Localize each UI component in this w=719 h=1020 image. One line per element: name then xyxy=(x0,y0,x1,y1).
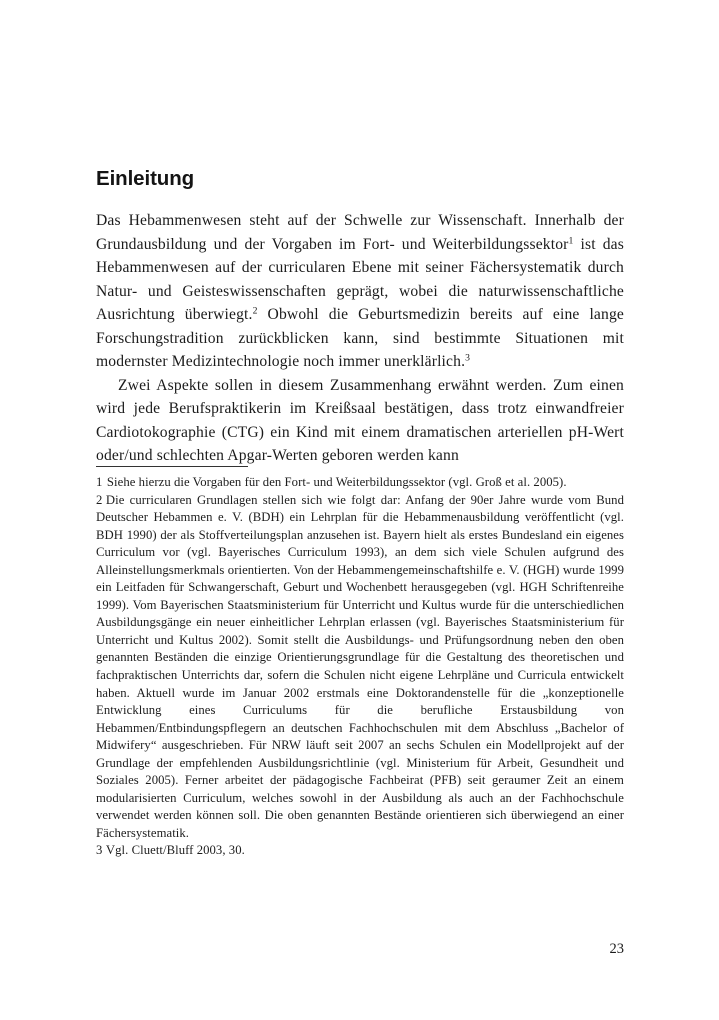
paragraph-1-segment-2: ist das Hebammenwesen auf der curricularen Ebene mit seiner Fächersystematik durch Natur- und Geisteswissenschaften geprägt, wobei die naturwissenschaftliche Ausrichtung überwiegt. xyxy=(96,235,624,324)
footnote-2-text: Die curricularen Grundlagen stellen sich wie folgt dar: Anfang der 90er Jahre wurde vom Bund Deutscher Hebammen e. V. (BDH) ein Lehrplan für die Hebammenausbildung veröffentlicht (vgl. BDH 1990) der als Stoffverteilungsplan anzusehen ist. Bayern hielt als erstes Bundesland ein eigenes Curriculum vor (vgl. Bayerisches Curriculum 1993), an dem sich viele Schulen aufgrund des Alleinstellungsmerkmals orientierten. Von der Hebammengemeinschaftshilfe e. V. (HGH) wurde 1999 ein Leitfaden für Schwangerschaft, Geburt und Wochenbett herausgegeben (vgl. HGH Schriftenreihe 1999). Vom Bayerischen Staatsministerium für Unterricht und Kultus wurde für die unterschiedlichen Ausbildungsgänge ein neuer einheitlicher Lehrplan erlassen (vgl. Bayerisches Staatsministerium für Unterricht und Kultus 2002). Somit stellt die Ausbildungs- und Prüfungsordnung neben den oben genannten Beständen die einzige Orientierungsgrundlage für die Gestaltung des theoretischen und fachpraktischen Unterrichts dar, sofern die Schulen nicht eigene Lehrpläne und Curricula entwickelt haben. Aktuell wurde im Januar 2002 erstmals eine Doktorandenstelle für die „konzeptionelle Entwicklung eines Curriculums für die berufliche Erstausbildung von Hebammen/Entbindungspflegern an deutschen Fachhochschulen mit dem Abschluss „Bachelor of Midwifery“ ausgeschrieben. Für NRW läuft seit 2007 an sechs Schulen ein Modellprojekt auf der Grundlage der empfehlenden Ausbildungsrichtlinie (vgl. Ministerium für Arbeit, Gesundheit und Soziales 2005). Ferner arbeitet der pädagogische Fachbeirat (PFB) seit geraumer Zeit an einem modularisierten Curriculum, welches sowohl in der Ausbildung als auch an der Fachhochschule verwendet werden können soll. Die oben genannten Bestände orientieren sich überwiegend an einer Fächersystematik. xyxy=(96,492,624,840)
footnote-1-text: Siehe hierzu die Vorgaben für den Fort- und Weiterbildungssektor (vgl. Groß et al. 2005). xyxy=(106,475,567,489)
footnote-1-number: 1 xyxy=(96,475,103,489)
footnote-area xyxy=(96,466,624,860)
footnote-1 xyxy=(96,474,624,492)
footnote-3 xyxy=(96,842,624,860)
footnote-marker-1[interactable]: 1 xyxy=(568,235,574,247)
body-paragraph-1 xyxy=(96,209,624,374)
footnote-2 xyxy=(96,492,624,843)
footnote-3-number: 3 xyxy=(96,843,103,858)
footnote-marker-2[interactable]: 2 xyxy=(252,305,258,317)
footnote-marker-3[interactable]: 3 xyxy=(465,352,471,364)
paragraph-1-segment-3: Obwohl die Geburtsmedizin bereits auf eine lange Forschungstradition zurückblicken kann, sind bestimmte Situationen mit modernster Medizintechnologie noch immer unerklärlich. xyxy=(96,306,624,371)
body-text-block xyxy=(96,209,624,468)
paragraph-1-segment-1: Das Hebammenwesen steht auf der Schwelle zur Wissenschaft. Innerhalb der Grundausbildung und der Vorgaben im Fort- und Weiterbildungssektor xyxy=(96,212,624,253)
footnote-separator-rule xyxy=(96,466,248,467)
page-number: 23 xyxy=(609,941,624,957)
body-paragraph-2: Zwei Aspekte sollen in diesem Zusammenhang erwähnt werden. Zum einen wird jede Berufspraktikerin im Kreißsaal bestätigen, dass trotz einwandfreier Cardiotokographie (CTG) ein Kind mit einem dramatischen arteriellen pH-Wert oder/und schlechten Apgar-Werten geboren werden kann xyxy=(96,376,624,465)
page-title: Einleitung xyxy=(96,167,195,190)
footnote-3-text: Vgl. Cluett/Bluff 2003, 30. xyxy=(105,843,245,858)
footnote-2-number: 2 xyxy=(96,492,103,507)
